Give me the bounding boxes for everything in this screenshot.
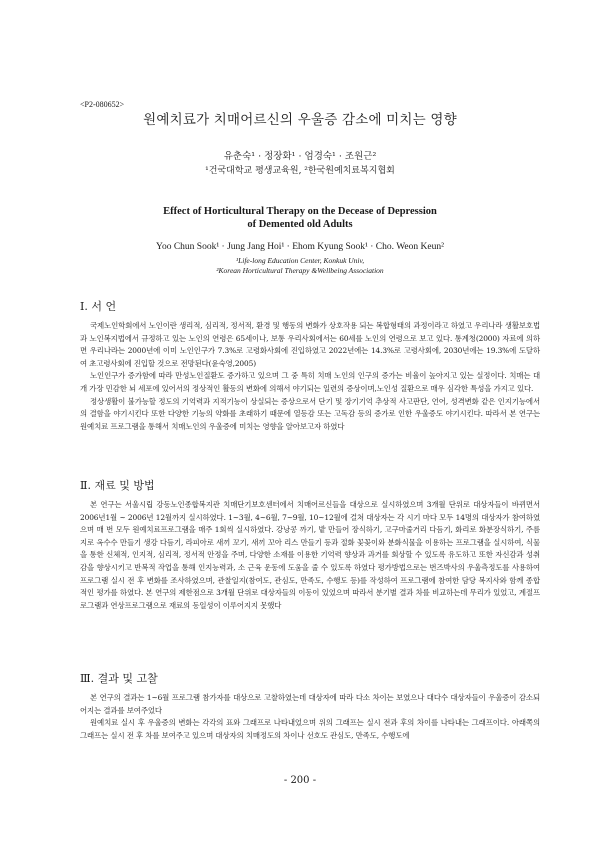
english-title xyxy=(0,205,600,231)
english-authors: Yoo Chun Sook¹ · Jung Jang Hoi¹ · Ehom Kyung Sook¹ · Cho. Weon Keun² xyxy=(156,242,444,252)
paragraph: 본 연구는 서울시립 강동노인종합복지관 치매단기보호센터에서 치매어르신들을 대상으로 실시하였으며 3개월 단위로 대상자들이 바뀌면서 2006년1월 ~ 2006년 12월까지 실시하였다. 1~3월, 4~6월, 7~9월, 10~12월에 걸쳐 대상자는 각 시기 마다 모두 14명의 대상자가 참여하였으며 매 번 모두 원예치료프로그램을 매주 1회씩 실시하였다. 강낭콩 까기, 밭 만들어 장식하기, 고구마줄거리 다듬기, 화리로 화분장식하기, 주름지로 옥수수 만들기 생강 다듬기, 라피아로 새끼 꼬기, 새끼 꼬아 리스 만들기 등과 절화 꽃꽂이와 분화식물을 이용하는 프로그램을 실시하여, 식물을 통한 신체적, 인지적, 심리적, 정서적 안정을 주며, 다양한 소재를 이용한 기억력 향상과 과거를 회상할 수 있도록 유도하고 또한 자신감과 성취감을 향상시키고 반복적 작업을 통해 인지능력과, 소 근육 운동에 도움을 줄 수 있도록 하였다 평가방법으로는 번즈박사의 우울측정도를 사용하여 프로그램 실시 전 후 변화를 조사하였으며, 관찰일지(참여도, 관심도, 만족도, 수행도 등)를 작성하여 프로그램에 참여한 담당 복지사와 함께 종합적인 평가를 하였다. 본 연구의 제한점으로 3개월 단위로 대상자들의 이동이 있었으며 따라서 분기별 결과 차를 비교하는데 무리가 있었고, 계절프로그램과 연상프로그램으로 재료의 동일성이 이루어지지 못했다 xyxy=(80,500,540,610)
english-title-line-2: of Demented old Adults xyxy=(247,219,353,230)
korean-authors: 유춘숙¹ · 정장화¹ · 엄경숙¹ · 조원근² xyxy=(223,151,377,162)
paper-code: <P2-080652> xyxy=(80,100,125,109)
paragraph: 정상생활이 불가능할 정도의 기억력과 지적기능이 상실되는 증상으로서 단기 및 장기기억 추상적 사고판단, 언어, 성격변화 같은 인지기능에서의 결함을 야기시킨다 또한 다양한 기능의 약화를 초래하기 때문에 열등감 또는 고독감 등의 증가로 인한 우울증도 야기시킨다. 따라서 본 연구는 원예치료 프로그램을 통해서 치매노인의 우울증에 미치는 영향을 알아보고자 하였다 xyxy=(80,396,540,431)
page-number: - 200 - xyxy=(283,775,317,786)
english-title-line-1: Effect of Horticultural Therapy on the Decease of Depression xyxy=(163,206,437,217)
paragraph: 본 연구의 결과는 1~6월 프로그램 참가자를 대상으로 고찰하였는데 대상자에 따라 다소 차이는 보였으나 대다수 대상자들이 우울증이 감소되어지는 결과를 보여주었다 xyxy=(80,693,540,715)
korean-affiliations: ¹건국대학교 평생교육원, ²한국원예치료복지협회 xyxy=(205,166,395,176)
section-results-discussion xyxy=(80,670,540,742)
section-materials-methods xyxy=(80,477,540,612)
section-heading: Ⅱ. 재료 및 방법 xyxy=(80,479,155,492)
paragraph: 노인인구가 증가함에 따라 만성노인질환도 증가하고 있으며 그 중 특히 치매 노인의 인구의 증가는 비율이 높아지고 있는 실정이다. 치매는 대개 가장 민감한 뇌 세포에 있어서의 정상적인 활동의 변화에 의해서 야기되는 일련의 증상이며,노인성 질환으로 매우 심각한 특성을 가지고 있다. xyxy=(80,371,540,393)
paragraph: 원예치료 실시 후 우울증의 변화는 각각의 표와 그래프로 나타내었으며 위의 그래프는 실시 전과 후의 차이를 나타내는 그래프이다. 아래쪽의 그래프는 실시 전 후 차를 보여주고 있으며 대상자의 치매정도의 차이나 선호도 관심도, 만족도, 수행도에 xyxy=(80,718,540,740)
section-heading: Ⅲ. 결과 및 고찰 xyxy=(80,672,158,685)
english-affiliation-2: ²Korean Horticultural Therapy &Wellbeing Association xyxy=(216,266,384,275)
section-heading: Ⅰ. 서 언 xyxy=(80,300,117,313)
korean-title: 원예치료가 치매어르신의 우울증 감소에 미치는 영향 xyxy=(143,112,457,128)
english-affiliation-1: ¹Life-long Education Center, Konkuk Univ, xyxy=(235,256,365,265)
section-introduction xyxy=(80,298,540,433)
paragraph: 국제노인학회에서 노인이란 생리적, 심리적, 정서적, 환경 및 행동의 변화가 상호작용 되는 복합형태의 과정이라고 하였고 우리나라 생활보호법과 노인복지법에서 규정하고 있는 노인의 연령은 65세이나, 보통 우리사회에서는 60세를 노인의 연령으로 보고 있다. 통계청(2000) 자료에 의하면 우리나라는 2000년에 이미 노인인구가 7.3%로 고령화사회에 진입하였고 2022년에는 14.3%로 고령사회에, 2030년에는 19.3%에 도달하여 초고령사회에 진입할 것으로 전망된다(윤숙영,2005) xyxy=(80,321,540,368)
english-affiliations xyxy=(0,256,600,276)
